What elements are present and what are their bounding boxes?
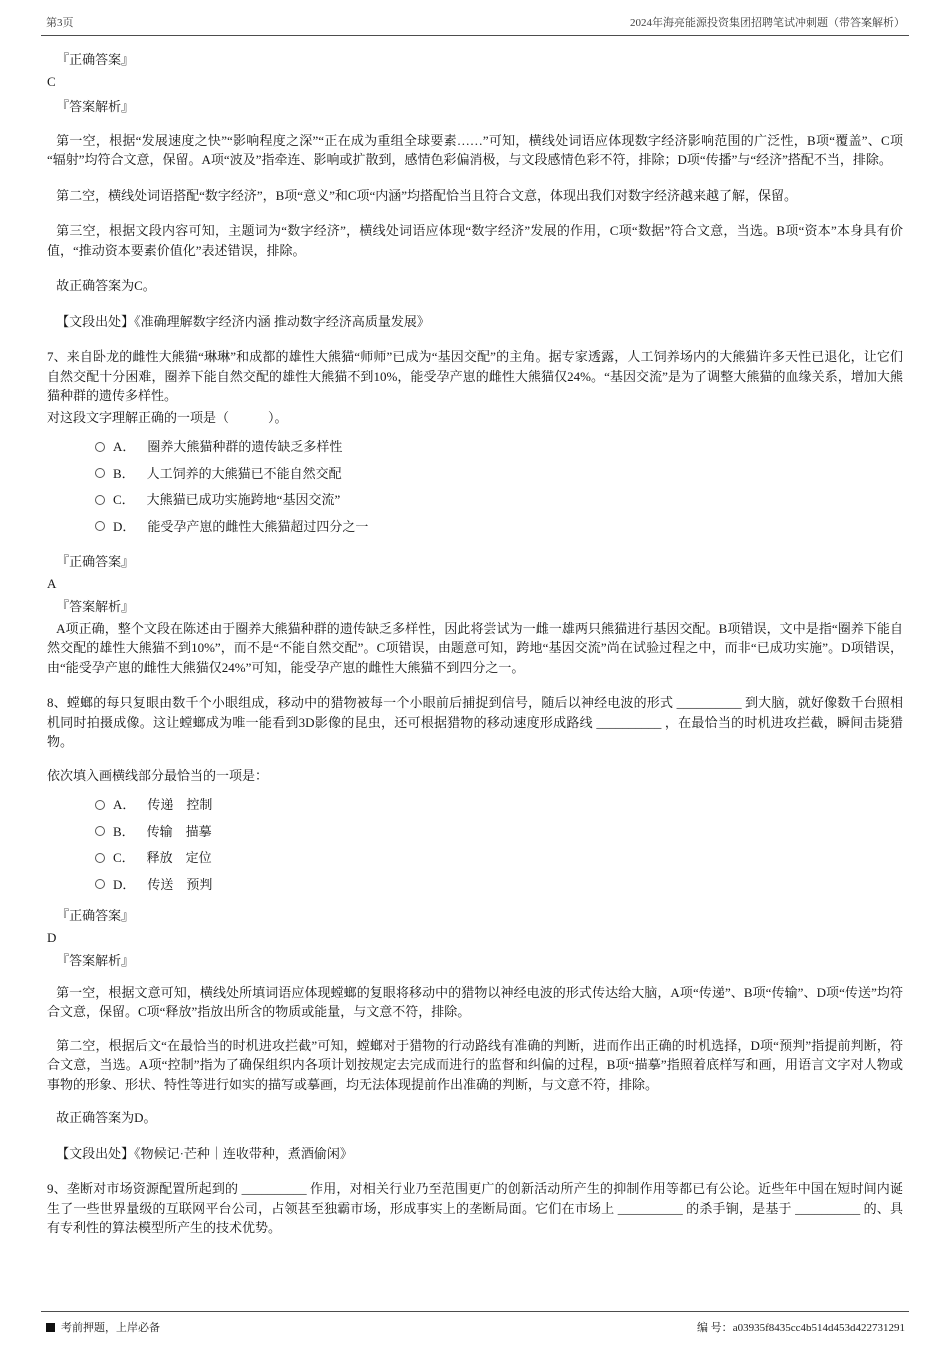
page-number: 第3页	[46, 17, 74, 29]
q7-option-b[interactable]	[47, 464, 903, 484]
option-letter: C．	[113, 492, 135, 507]
correct-answer-value-3: D	[47, 929, 57, 945]
option-text: 传递 控制	[147, 797, 213, 812]
footer-logo-icon	[46, 1323, 55, 1332]
question-8-stem: 8、螳螂的每只复眼由数千个小眼组成，移动中的猎物被每一个小眼前后捕捉到信号，随后以神经电波的形式 __________ 到大脑，就好像数千台照相机同时拍摄成像。这让螳螂成为唯一能看到3D影像的昆虫，还可根据猎物的移动速度形成路线 __________ ，在最恰当的时机进攻拦截，瞬间击毙猎物。	[47, 695, 903, 749]
page-header	[41, 12, 909, 35]
q8-option-a[interactable]	[47, 795, 903, 815]
footer-slogan	[46, 1319, 160, 1335]
option-text: 能受孕产崽的雌性大熊猫超过四分之一	[147, 518, 369, 534]
q8-option-b[interactable]	[47, 822, 903, 842]
q8-option-d-radio-icon[interactable]	[95, 879, 105, 889]
q7-option-a-radio-icon[interactable]	[95, 442, 105, 452]
analysis-label-1: 『答案解析』	[56, 99, 135, 114]
option-text: 人工饲养的大熊猫已不能自然交配	[146, 465, 342, 481]
option-text: 传输 描摹	[146, 823, 212, 839]
option-letter: A．	[113, 439, 136, 454]
option-letter: C．	[113, 850, 135, 865]
question-8-prompt: 依次填入画横线部分最恰当的一项是：	[47, 767, 269, 783]
analysis-paragraph-1-3: 第三空，根据文段内容可知，主题词为“数字经济”，横线处词语应体现“数字经济”发展的作用，C项“数据”符合文意，当选。B项“资本”本身具有价值，“推动资本要素价值化”表述错误，排除。	[47, 223, 903, 258]
q8-option-d[interactable]	[47, 875, 903, 895]
q8-option-c-radio-icon[interactable]	[95, 853, 105, 863]
correct-answer-value-1: C	[47, 73, 56, 89]
analysis-paragraph-3-1: 第一空，根据文意可知，横线处所填词语应体现螳螂的复眼将移动中的猎物以神经电波的形式传达给大脑，A项“传递”、B项“传输”、D项“传送”均符合文意，保留。C项“释放”指放出所含的物质或能量，与文意不符，排除。	[47, 984, 903, 1019]
option-letter: A．	[113, 797, 136, 812]
document-title: 2024年海亮能源投资集团招聘笔试冲刺题（带答案解析）	[630, 17, 905, 29]
option-letter: B．	[113, 823, 135, 839]
option-text: 大熊猫已成功实施跨地“基因交流”	[146, 492, 341, 507]
q8-option-a-radio-icon[interactable]	[95, 800, 105, 810]
analysis-paragraph-1-2: 第二空，横线处词语搭配“数字经济”，B项“意义”和C项“内涵”均搭配恰当且符合文意，体现出我们对数字经济越来越了解，保留。	[56, 187, 798, 203]
conclusion-1: 故正确答案为C。	[56, 278, 156, 293]
analysis-paragraph-2-1: A项正确，整个文段在陈述由于圈养大熊猫种群的遗传缺乏多样性，因此将尝试为一雌一雄两只熊猫进行基因交配。B项错误，文中是指“圈养下能自然交配的雄性大熊猫不到10%”，而不是“不能自然交配”。C项错误，由题意可知，跨地“基因交流”尚在试验过程之中，而非“已成功实施”。D项错误，由“能受孕产崽的雌性大熊猫仅24%”可知，能受孕产崽的雌性大熊猫不到四分之一。	[47, 620, 903, 675]
conclusion-2: 故正确答案为D。	[56, 1110, 157, 1125]
q8-option-b-radio-icon[interactable]	[95, 826, 105, 836]
q7-option-c[interactable]	[47, 490, 903, 510]
option-text: 圈养大熊猫种群的遗传缺乏多样性	[147, 439, 343, 454]
option-text: 传送 预判	[147, 876, 213, 892]
serial-number-value: a03935f8435cc4b514d453d422731291	[732, 1322, 905, 1334]
q7-option-b-radio-icon[interactable]	[95, 468, 105, 478]
option-text: 释放 定位	[146, 850, 212, 865]
question-7-prompt: 对这段文字理解正确的一项是（ ）。	[47, 409, 288, 425]
option-letter: B．	[113, 465, 135, 481]
page-footer	[41, 1312, 909, 1337]
page-content	[41, 36, 909, 1311]
serial-number-label: 编 号：	[696, 1322, 733, 1334]
source-reference-2: 【文段出处】《物候记·芒种｜连收带种，煮酒偷闲》	[56, 1145, 353, 1161]
q7-option-a[interactable]	[47, 437, 903, 457]
question-8-options	[47, 795, 903, 894]
question-7-options	[47, 437, 903, 536]
footer-slogan-text: 考前押题，上岸必备	[61, 1322, 160, 1334]
correct-answer-label-3: 『正确答案』	[56, 908, 135, 923]
q7-option-d[interactable]	[47, 517, 903, 537]
analysis-paragraph-1-1: 第一空，根据“发展速度之快”“影响程度之深”“正在成为重组全球要素……”可知，横线处词语应体现数字经济影响范围的广泛性，B项“覆盖”、C项“辐射”均符合文意，保留。A项“波及”指牵连、影响或扩散到，感情色彩偏消极，与文段感情色彩不符，排除；D项“传播”与“经济”搭配不当，排除。	[47, 132, 903, 167]
correct-answer-value-2: A	[47, 575, 57, 591]
q7-option-c-radio-icon[interactable]	[95, 495, 105, 505]
question-7-stem: 7、来自卧龙的雌性大熊猫“琳琳”和成都的雄性大熊猫“师师”已成为“基因交配”的主角。据专家透露，人工饲养场内的大熊猫许多天性已退化，让它们自然交配十分困难，圈养下能自然交配的雄性大熊猫不到10%，能受孕产崽的雌性大熊猫仅24%。“基因交流”是为了调整大熊猫的血缘关系，增加大熊猫种群的遗传多样性。	[47, 349, 903, 403]
analysis-paragraph-3-2: 第二空，根据后文“在最恰当的时机进攻拦截”可知，螳螂对于猎物的行动路线有准确的判断，进而作出正确的时机选择，D项“预判”指提前判断，符合文意，当选。A项“控制”指为了确保组织内各项计划按规定去完成而进行的监督和纠偏的过程，B项“描摹”指照着底样写和画，用语言文字对人物或事物的形象、形状、特性等进行如实的描写或摹画，均无法体现提前作出准确的判断，与文意不符，排除。	[47, 1037, 903, 1092]
question-9-stem: 9、垄断对市场资源配置所起到的 __________ 作用，对相关行业乃至范围更广的创新活动所产生的抑制作用等都已有公论。近些年中国在短时间内诞生了一些世界量级的互联网平台公司，占领甚至独霸市场，形成事实上的垄断局面。它们在市场上 __________ 的杀手锏，是基于 __________ 的、具有专利性的算法模型所产生的技术优势。	[47, 1181, 903, 1235]
q7-option-d-radio-icon[interactable]	[95, 521, 105, 531]
q8-option-c[interactable]	[47, 848, 903, 868]
analysis-label-2: 『答案解析』	[56, 599, 135, 614]
analysis-label-3: 『答案解析』	[56, 953, 135, 968]
source-reference-1: 【文段出处】《准确理解数字经济内涵 推动数字经济高质量发展》	[56, 313, 430, 329]
option-letter: D．	[113, 876, 136, 892]
correct-answer-label-1: 『正确答案』	[56, 52, 135, 67]
option-letter: D．	[113, 518, 136, 534]
footer-serial	[697, 1319, 905, 1335]
correct-answer-label-2: 『正确答案』	[56, 554, 135, 569]
